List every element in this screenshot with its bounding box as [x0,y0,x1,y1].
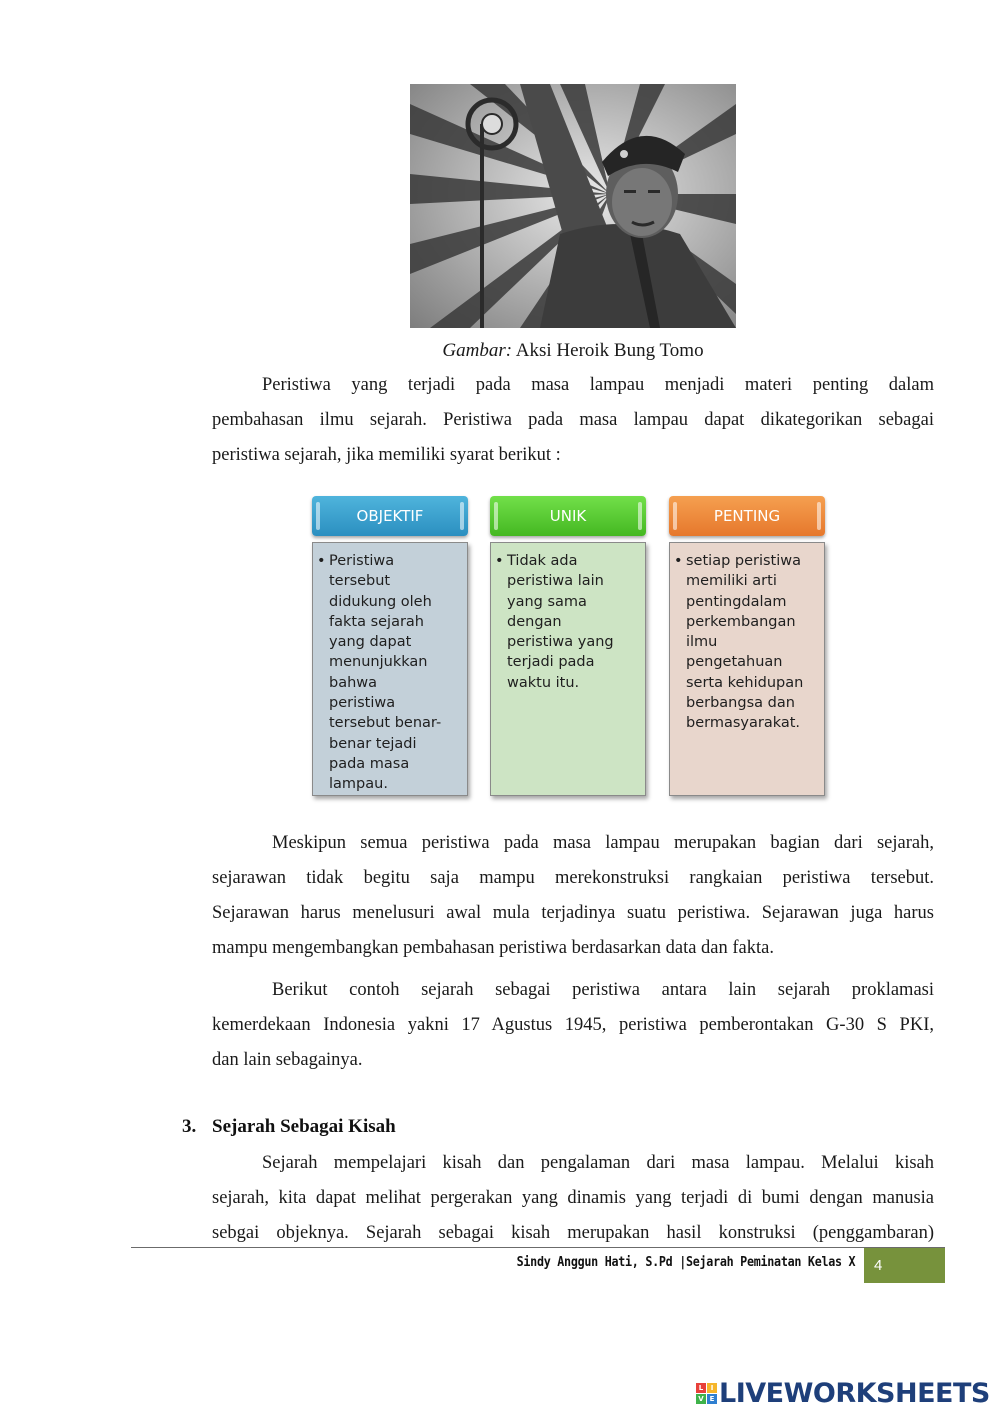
card-line: peristiwa [329,695,396,712]
figure-caption [0,340,1000,362]
bullet-marker: • [317,553,326,569]
card-unik-body [490,542,646,796]
card-line: menunjukkan [329,654,428,671]
intro-line: Peristiwa yang terjadi pada masa lampau menjadi materi penting dalam [262,375,934,395]
brand-mark-letter: L [696,1383,706,1393]
paragraph-line: dan lain sebagainya. [212,1050,363,1070]
paragraph-line: Meskipun semua peristiwa pada masa lampau merupakan bagian dari sejarah, [272,833,934,853]
card-line: didukung oleh [329,593,432,610]
paragraph-line: Sejarah mempelajari kisah dan pengalaman dari masa lampau. Melalui kisah [262,1153,934,1173]
card-line: pada masa [329,755,410,772]
card-unik [490,496,646,691]
card-line: berbangsa dan [686,695,795,712]
card-line: yang dapat [329,634,412,651]
paragraph-line: Sejarawan harus menelusuri awal mula terjadinya suatu peristiwa. Sejarawan juga harus [212,903,934,923]
brand-mark-letter: E [707,1394,717,1404]
card-line: Tidak ada [507,553,578,569]
paragraph-line: Berikut contoh sejarah sebagai peristiwa antara lain sejarah proklamasi [272,980,934,1000]
card-line: terjadi pada [507,654,595,671]
card-line: pengetahuan [686,654,783,671]
bung-tomo-photo [410,84,736,328]
paragraph-line: kemerdekaan Indonesia yakni 17 Agustus 1945, peristiwa pemberontakan G-30 S PKI, [212,1015,934,1035]
footer-text: Sindy Anggun Hati, S.Pd |Sejarah Peminatan Kelas X [516,1255,855,1270]
card-unik-title: UNIK [490,496,646,536]
card-line: dengan [507,613,562,630]
card-line: fakta sejarah [329,613,424,630]
bullet-marker: • [495,553,504,569]
section-heading [182,1116,396,1138]
paragraph-3 [212,973,934,1078]
card-line: ilmu [686,634,718,651]
card-objektif [312,496,468,793]
brand-logo-icon [696,1383,717,1404]
bullet-marker: • [674,553,683,569]
card-line: bahwa [329,674,378,691]
card-line: perkembangan [686,613,796,630]
card-line: Peristiwa [329,553,395,569]
card-line: peristiwa lain [507,573,604,590]
caption-label: Gambar: [442,340,513,361]
card-line: benar tejadi [329,735,417,752]
card-line: bermasyarakat. [686,715,801,732]
card-line: lampau. [329,776,388,793]
card-line: setiap peristiwa [686,553,802,569]
paragraph-line: mampu mengembangkan pembahasan peristiwa berdasarkan data dan fakta. [212,938,774,958]
card-line: peristiwa yang [507,634,614,651]
bung-tomo-illustration [410,84,736,328]
card-penting-body [669,542,825,796]
card-line: tersebut [329,573,391,590]
card-penting-title: PENTING [669,496,825,536]
intro-line: peristiwa sejarah, jika memiliki syarat berikut : [212,445,561,465]
liveworksheets-brand [696,1378,990,1408]
card-line: serta kehidupan [686,674,804,691]
card-line: memiliki arti [686,573,777,590]
section-number: 3. [182,1116,197,1137]
caption-text: Aksi Heroik Bung Tomo [512,340,704,361]
card-line: tersebut benar- [329,715,442,732]
intro-paragraph [212,368,934,473]
brand-name: LIVEWORKSHEETS [719,1377,990,1409]
footer-divider [131,1247,945,1248]
page-number: 4 [864,1248,945,1283]
paragraph-line: sebgai objeknya. Sejarah sebagai kisah merupakan hasil konstruksi (penggambaran) [212,1223,934,1243]
card-line: waktu itu. [507,674,580,691]
brand-mark-letter: V [696,1394,706,1404]
paragraph-line: sejarawan tidak begitu saja mampu merekonstruksi rangkaian peristiwa tersebut. [212,868,934,888]
card-line: pentingdalam [686,593,787,610]
paragraph-line: sejarah, kita dapat melihat pergerakan yang dinamis yang terjadi di bumi dengan manusia [212,1188,934,1208]
card-penting [669,496,825,732]
brand-mark-letter: I [707,1383,717,1393]
intro-line: pembahasan ilmu sejarah. Peristiwa pada masa lampau dapat dikategorikan sebagai [212,410,934,430]
card-objektif-body [312,542,468,796]
section-title: Sejarah Sebagai Kisah [212,1116,396,1137]
card-line: yang sama [507,593,587,610]
paragraph-2 [212,826,934,966]
paragraph-4 [212,1146,934,1251]
card-objektif-title: OBJEKTIF [312,496,468,536]
